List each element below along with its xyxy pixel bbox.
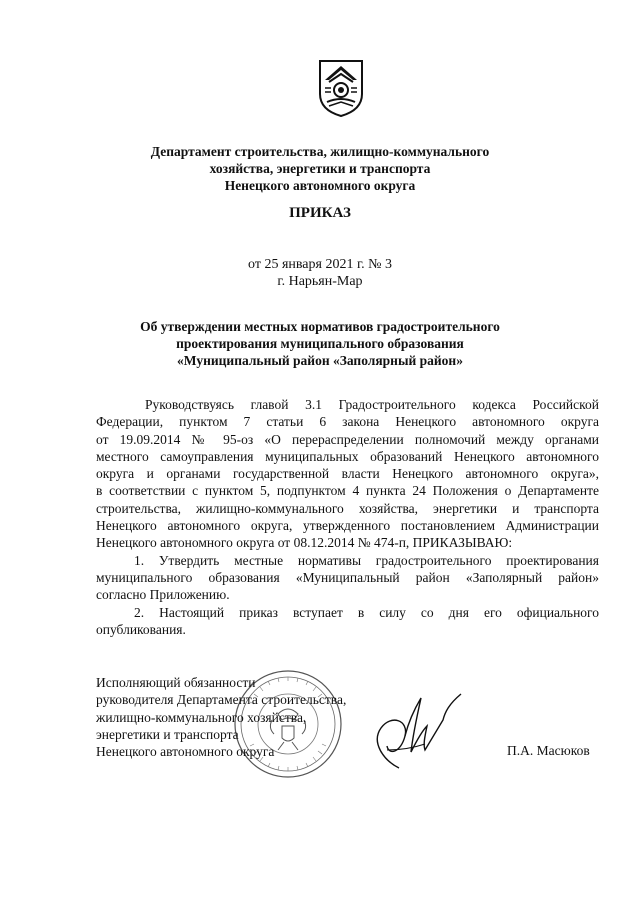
order-dateline <box>0 256 640 290</box>
signer-position-line: Исполняющий обязанности <box>96 675 256 690</box>
paragraph-line: от 19.09.2014 № 95-оз «О перераспределении полномочий между органами <box>96 431 599 447</box>
item-2-line: 2. Настоящий приказ вступает в силу со дня его официального <box>134 604 599 620</box>
paragraph-line: Руководствуясь главой 3.1 Градостроительного кодекса Российской <box>145 397 599 412</box>
department-line-1: Департамент строительства, жилищно-коммунального <box>150 144 490 159</box>
paragraph-line: местного самоуправления муниципальных образований Ненецкого автономного <box>96 448 599 464</box>
signer-name: П.А. Масюков <box>507 743 590 758</box>
paragraph-line: Федерации, пунктом 7 статьи 6 закона Ненецкого автономного округа <box>96 414 599 430</box>
order-subject <box>0 318 640 369</box>
signer-position-line: энергетики и транспорта <box>96 726 239 742</box>
paragraph-line: строительства, жилищно-коммунального хозяйства, энергетики и транспорта <box>96 500 599 516</box>
order-date-number: от 25 января 2021 г. № 3 <box>248 257 392 272</box>
department-heading <box>0 143 640 194</box>
item-1-line: муниципального образования «Муниципальный район «Заполярный район» <box>96 569 599 585</box>
paragraph-line: Ненецкого автономного округа, утвержденного постановлением Администрации <box>96 518 599 534</box>
order-place: г. Нарьян-Мар <box>277 274 363 289</box>
paragraph-line: Ненецкого автономного округа от 08.12.2014 № 474-п, ПРИКАЗЫВАЮ: <box>96 535 513 551</box>
paragraph-line: округа и органами государственной власти Ненецкого автономного округа», <box>96 466 599 482</box>
signer-position-line: руководителя Департамента строительства, <box>96 692 347 708</box>
item-1-line: 1. Утвердить местные нормативы градостроительного проектирования <box>134 552 599 568</box>
paragraph-line: в соответствии с пунктом 5, подпунктом 4 пункта 24 Положения о Департаменте <box>96 483 599 499</box>
coat-of-arms-icon <box>317 58 365 118</box>
item-2-line: опубликования. <box>96 621 186 637</box>
signer-position-line: жилищно-коммунального хозяйства, <box>96 709 307 725</box>
order-body <box>96 396 599 638</box>
subject-line-2: проектирования муниципального образования <box>176 336 464 351</box>
department-line-2: хозяйства, энергетики и транспорта <box>209 161 431 176</box>
department-line-3: Ненецкого автономного округа <box>224 178 416 193</box>
signer-position-line: Ненецкого автономного округа <box>96 744 275 760</box>
subject-line-1: Об утверждении местных нормативов градостроительного <box>140 319 500 334</box>
order-title: ПРИКАЗ <box>289 205 351 221</box>
item-1-line: согласно Приложению. <box>96 587 230 603</box>
subject-line-3: «Муниципальный район «Заполярный район» <box>177 353 463 368</box>
handwritten-signature-icon <box>365 690 475 772</box>
signature-block <box>96 674 346 760</box>
